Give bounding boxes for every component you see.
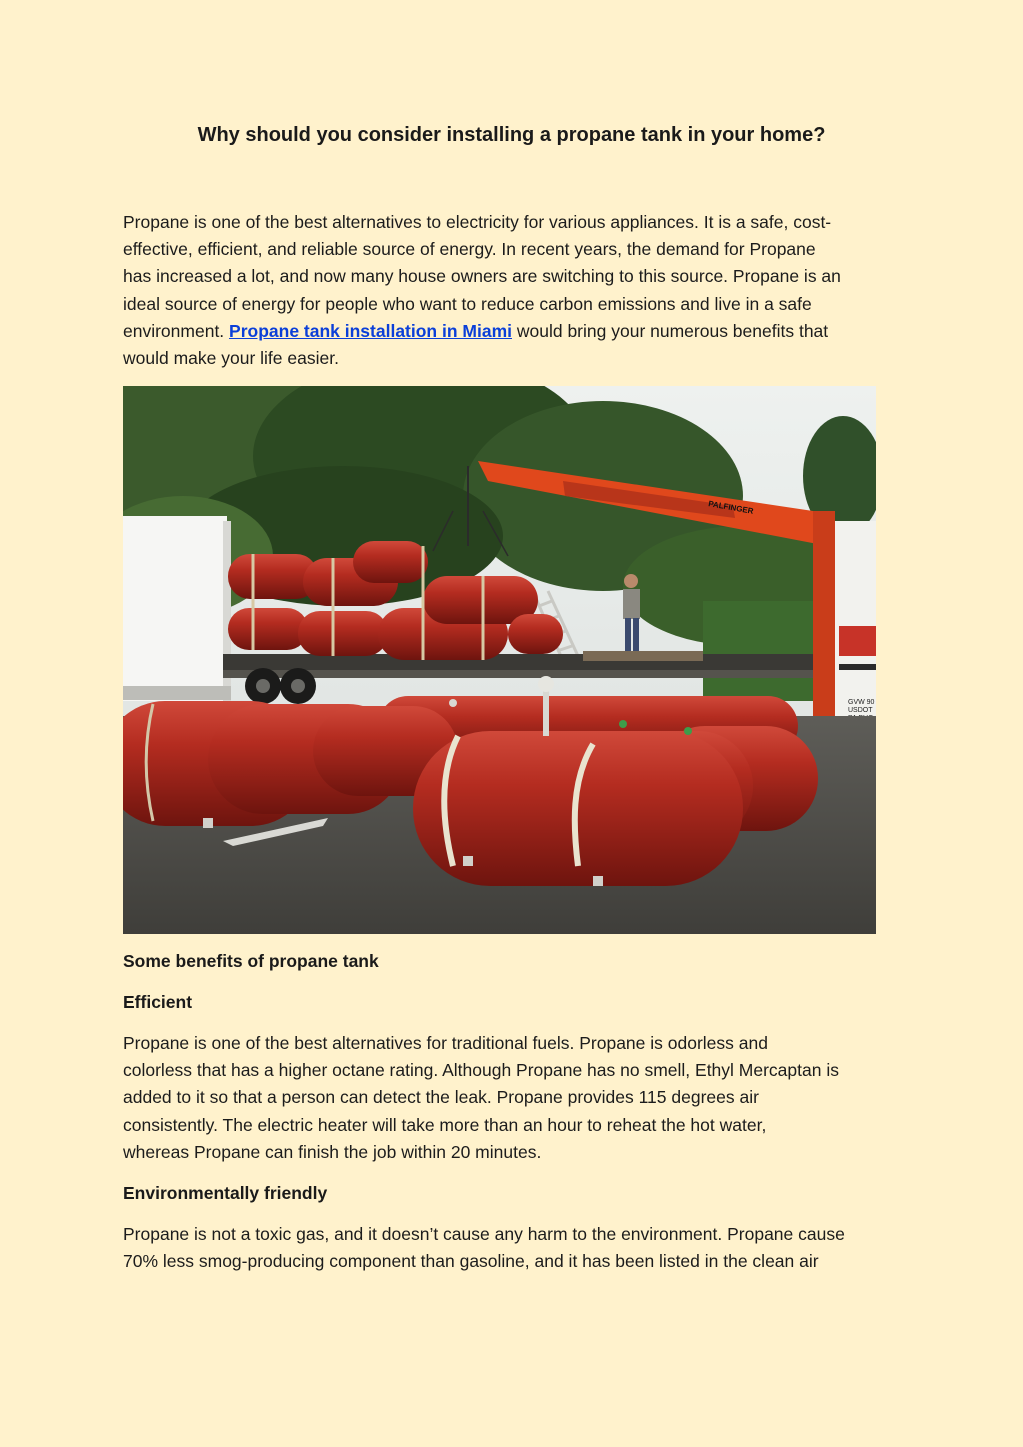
intro-line-2: effective, efficient, and reliable source of energy. In recent years, the demand for Propane <box>123 239 816 260</box>
intro-line-1: Propane is one of the best alternatives to electricity for various appliances. It is a safe, cost- <box>123 212 832 232</box>
intro-line-3: has increased a lot, and now many house owners are switching to this source. Propane is an <box>123 266 841 287</box>
benefits-heading: Some benefits of propane tank <box>123 951 379 971</box>
efficient-heading: Efficient <box>123 992 193 1012</box>
intro-line-6: would make your life easier. <box>123 348 339 369</box>
efficient-paragraph <box>123 1030 839 1166</box>
intro-line-5-end: would bring your numerous benefits that <box>512 320 829 341</box>
intro-paragraph <box>123 209 841 372</box>
propane-installation-link[interactable]: Propane tank installation in Miami <box>229 320 512 341</box>
efficient-line-4: consistently. The electric heater will take more than an hour to reheat the hot water, <box>123 1114 767 1135</box>
white-trailer <box>123 516 231 701</box>
propane-tanks-photo <box>123 386 876 934</box>
page-title: Why should you consider installing a propane tank in your home? <box>197 124 826 146</box>
intro-line-5 <box>123 318 841 345</box>
intro-line-4: ideal source of energy for people who want to reduce carbon emissions and live in a safe <box>123 293 812 314</box>
efficient-line-2: colorless that has a higher octane rating. Although Propane has no smell, Ethyl Mercaptan is <box>123 1060 839 1081</box>
truck-label-1: GVW 90 <box>848 699 875 706</box>
efficient-line-5: whereas Propane can finish the job within 20 minutes. <box>123 1141 542 1162</box>
environment-heading: Environmentally friendly <box>123 1183 328 1203</box>
intro-line-5-start: environment. <box>123 320 230 341</box>
crane-label: PALFINGER <box>707 499 755 516</box>
environment-line-2: 70% less smog-producing component than gasoline, and it has been listed in the clean air <box>123 1251 819 1272</box>
truck-label-2: USDOT <box>848 707 873 714</box>
efficient-line-3: added to it so that a person can detect the leak. Propane provides 115 degrees air <box>123 1087 759 1108</box>
environment-line-1: Propane is not a toxic gas, and it doesn’t cause any harm to the environment. Propane cause <box>123 1224 845 1244</box>
efficient-line-1: Propane is one of the best alternatives for traditional fuels. Propane is odorless and <box>123 1033 768 1053</box>
environment-paragraph <box>123 1221 845 1275</box>
propane-tanks-illustration <box>123 386 876 934</box>
